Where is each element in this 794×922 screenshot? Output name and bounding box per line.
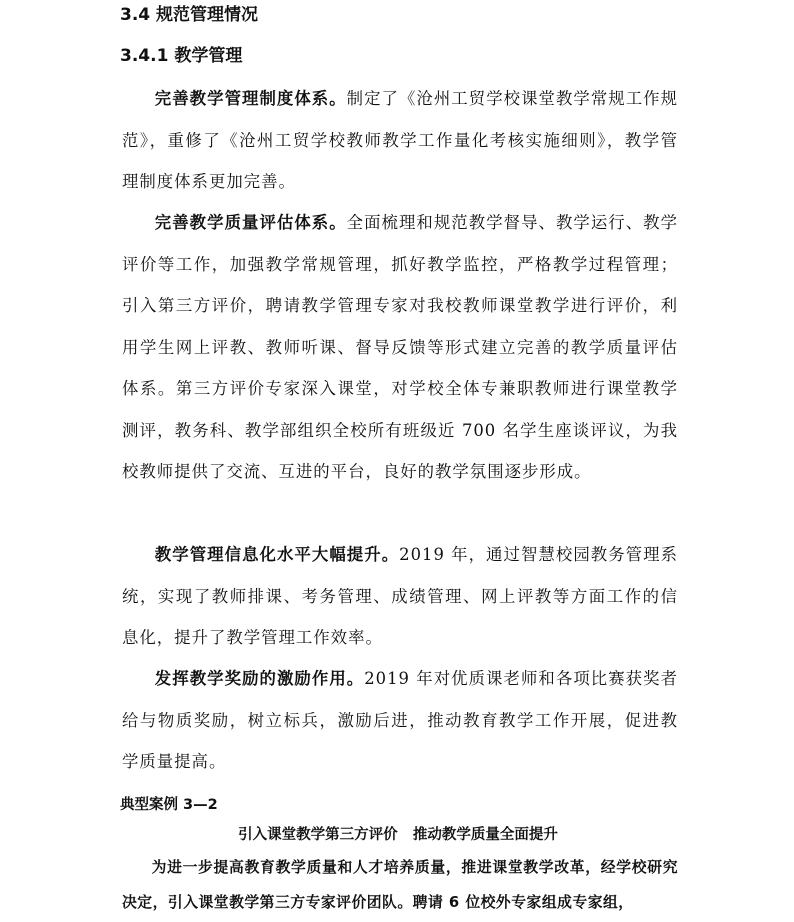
case-title: 引入课堂教学第三方评价 推动教学质量全面提升 [238,827,558,843]
paragraph-text: 2019 年，通过智慧校园教务管理系统，实现了教师排课、考务管理、成绩管理、网上评教等方面工作的信息化，提升了教学管理工作效率。 [122,545,678,647]
paragraph-lead: 完善教学质量评估体系。 [154,213,347,232]
paragraph-lead: 完善教学管理制度体系。 [154,89,347,108]
case-label: 典型案例 3—2 [120,797,218,813]
case-body: 为进一步提高教育教学质量和人才培养质量，推进课堂教学改革，经学校研究决定，引入课堂教学第三方专家评价团队。聘请 6 位校外专家组成专家组， [122,859,678,911]
paragraph-text: 2019 年对优质课老师和各项比赛获奖者给与物质奖励，树立标兵，激励后进，推动教育教学工作开展，促进教学质量提高。 [122,669,678,771]
section-heading: 3.4 规范管理情况 [120,5,259,25]
paragraph-text: 全面梳理和规范教学督导、教学运行、教学评价等工作，加强教学常规管理，抓好教学监控，严格教学过程管理；引入第三方评价，聘请教学管理专家对我校教师课堂教学进行评价，利用学生网上评教、教师听课、督导反馈等形式建立完善的教学质量评估体系。第三方评价专家深入课堂，对学校全体专兼职教师进行课堂教学测评，教务科、教学部组织全校所有班级近 700 名学生座谈评议，为我校教师提供了交流、互进的平台，良好的教学氛围逐步形成。 [122,213,678,481]
paragraph-lead: 教学管理信息化水平大幅提升。 [154,545,400,564]
subsection-heading: 3.4.1 教学管理 [120,46,243,66]
paragraph-teaching-system [122,78,678,203]
paragraph-text: 制定了《沧州工贸学校课堂教学常规工作规范》，重修了《沧州工贸学校教师教学工作量化考核实施细则》，教学管理制度体系更加完善。 [122,89,678,191]
paragraph-lead: 发挥教学奖励的激励作用。 [154,669,365,688]
paragraph-informatization [122,534,678,659]
paragraph-quality-evaluation [122,202,678,493]
paragraph-incentives [122,658,678,783]
